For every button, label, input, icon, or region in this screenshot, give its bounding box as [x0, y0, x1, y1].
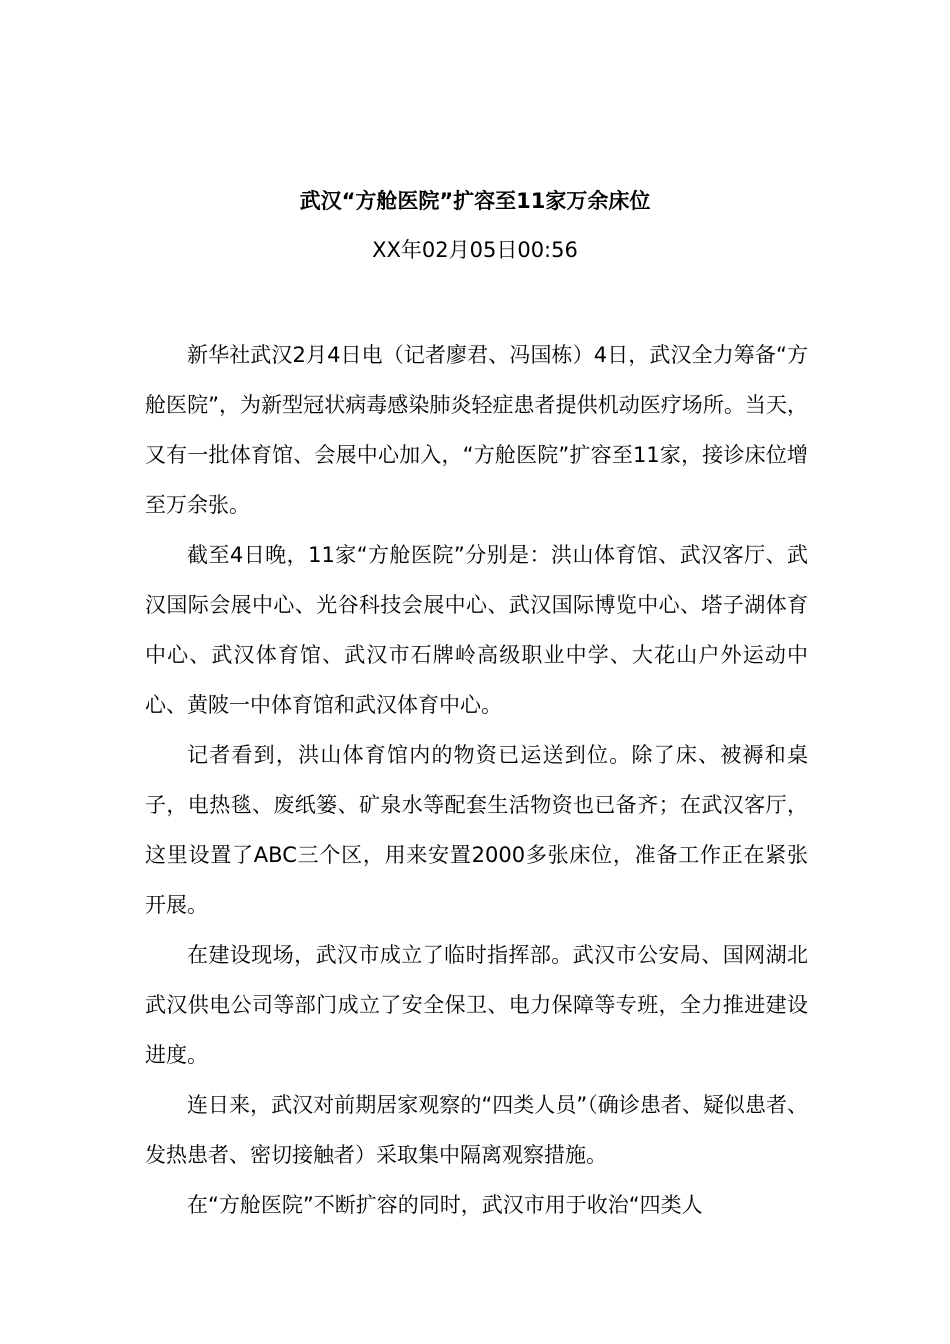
article-title: 武汉“方舱医院”扩容至11家万余床位 [299, 189, 651, 213]
paragraph: 截至4日晚，11家“方舱医院”分别是：洪山体育馆、武汉客厅、武汉国际会展中心、光谷科技会展中心、武汉国际博览中心、塔子湖体育中心、武汉体育馆、武汉市石牌岭高级职业中学、大花山户外运动中心、黄陂一中体育馆和武汉体育中心。 [145, 543, 808, 717]
paragraph: 在建设现场，武汉市成立了临时指挥部。武汉市公安局、国网湖北武汉供电公司等部门成立了安全保卫、电力保障等专班，全力推进建设进度。 [145, 943, 808, 1067]
article-body [145, 330, 808, 1230]
paragraph: 新华社武汉2月4日电（记者廖君、冯国栋）4日，武汉全力筹备“方舱医院”，为新型冠状病毒感染肺炎轻症患者提供机动医疗场所。当天，又有一批体育馆、会展中心加入，“方舱医院”扩容至11家，接诊床位增至万余张。 [145, 343, 808, 517]
paragraph: 在“方舱医院”不断扩容的同时，武汉市用于收治“四类人 [187, 1193, 703, 1217]
paragraph: 连日来，武汉对前期居家观察的“四类人员”（确诊患者、疑似患者、发热患者、密切接触者）采取集中隔离观察措施。 [145, 1093, 808, 1167]
paragraph: 记者看到，洪山体育馆内的物资已运送到位。除了床、被褥和桌子，电热毯、废纸篓、矿泉水等配套生活物资也已备齐；在武汉客厅，这里设置了ABC三个区，用来安置2000多张床位，准备工作正在紧张开展。 [145, 743, 808, 917]
article-date: XX年02月05日00:56 [372, 238, 578, 262]
